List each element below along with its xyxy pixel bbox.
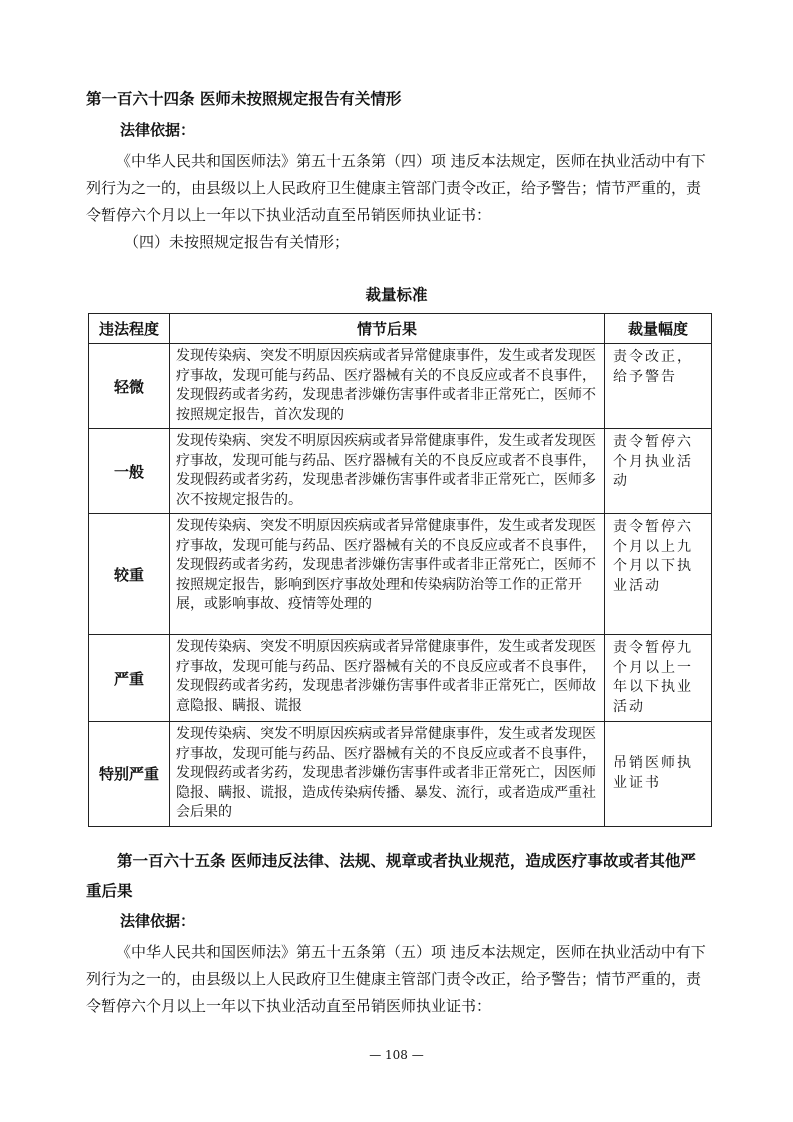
page-number: — 108 — <box>369 1048 424 1062</box>
level-cell: 一般 <box>89 429 170 514</box>
penalty-cell: 责令暂停九个月以上一年以下执业活动 <box>605 635 712 722</box>
article-165-title: 第一百六十五条 医师违反法律、法规、规章或者执业规范，造成医疗事故或者其他严重后果 <box>86 852 696 900</box>
legal-basis-text: 《中华人民共和国医师法》第五十五条第（五）项 违反本法规定，医师在执业活动中有下列行为之一的，由县级以上人民政府卫生健康主管部门责令改正，给予警告；情节严重的，责令暂停六个月以上一年以下执业活动直至吊销医师执业证书： <box>86 943 706 1015</box>
detail-cell: 发现传染病、突发不明原因疾病或者异常健康事件，发生或者发现医疗事故，发现可能与药品、医疗器械有关的不良反应或者不良事件，发现假药或者劣药，发现患者涉嫌伤害事件或者非正常死亡，医师不按照规定报告，影响到医疗事故处理和传染病防治等工作的正常开展，或影响事故、疫情等处理的 <box>170 514 605 635</box>
table-row <box>89 722 712 827</box>
penalty-cell: 责令暂停六个月以上九个月以下执业活动 <box>605 514 712 635</box>
table-header-row <box>89 314 712 344</box>
level-cell: 严重 <box>89 635 170 722</box>
penalty-cell: 吊销医师执业证书 <box>605 722 712 827</box>
header-detail: 情节后果 <box>170 314 605 344</box>
level-cell: 较重 <box>89 514 170 635</box>
header-penalty: 裁量幅度 <box>605 314 712 344</box>
legal-basis-label: 法律依据： <box>120 912 196 930</box>
penalty-cell: 责令暂停六个月执业活动 <box>605 429 712 514</box>
header-level: 违法程度 <box>89 314 170 344</box>
legal-basis-text: 《中华人民共和国医师法》第五十五条第（四）项 违反本法规定，医师在执业活动中有下列行为之一的，由县级以上人民政府卫生健康主管部门责令改正，给予警告；情节严重的，责令暂停六个月以上一年以下执业活动直至吊销医师执业证书： <box>86 152 706 224</box>
legal-basis-label: 法律依据： <box>120 121 196 139</box>
penalty-cell: 责令改正，给予警告 <box>605 344 712 429</box>
detail-cell: 发现传染病、突发不明原因疾病或者异常健康事件，发生或者发现医疗事故，发现可能与药品、医疗器械有关的不良反应或者不良事件，发现假药或者劣药，发现患者涉嫌伤害事件或者非正常死亡，医师不按照规定报告，首次发现的 <box>170 344 605 429</box>
table-title: 裁量标准 <box>365 286 428 304</box>
table-row <box>89 429 712 514</box>
level-cell: 特别严重 <box>89 722 170 827</box>
detail-cell: 发现传染病、突发不明原因疾病或者异常健康事件，发生或者发现医疗事故，发现可能与药品、医疗器械有关的不良反应或者不良事件，发现假药或者劣药，发现患者涉嫌伤害事件或者非正常死亡，医师故意隐报、瞒报、谎报 <box>170 635 605 722</box>
section-2 <box>86 846 707 1020</box>
legal-item-text: （四）未按照规定报告有关情形； <box>124 233 350 251</box>
table-row <box>89 344 712 429</box>
table-row <box>89 514 712 635</box>
discretion-standard-table <box>88 313 712 827</box>
detail-cell: 发现传染病、突发不明原因疾病或者异常健康事件，发生或者发现医疗事故，发现可能与药品、医疗器械有关的不良反应或者不良事件，发现假药或者劣药，发现患者涉嫌伤害事件或者非正常死亡，因医师隐报、瞒报、谎报，造成传染病传播、暴发、流行，或者造成严重社会后果的 <box>170 722 605 827</box>
article-164-title: 第一百六十四条 医师未按照规定报告有关情形 <box>86 90 402 108</box>
table-row <box>89 635 712 722</box>
detail-cell: 发现传染病、突发不明原因疾病或者异常健康事件，发生或者发现医疗事故，发现可能与药品、医疗器械有关的不良反应或者不良事件，发现假药或者劣药，发现患者涉嫌伤害事件或者非正常死亡，医师多次不按规定报告的。 <box>170 429 605 514</box>
section-1 <box>86 86 707 256</box>
level-cell: 轻微 <box>89 344 170 429</box>
